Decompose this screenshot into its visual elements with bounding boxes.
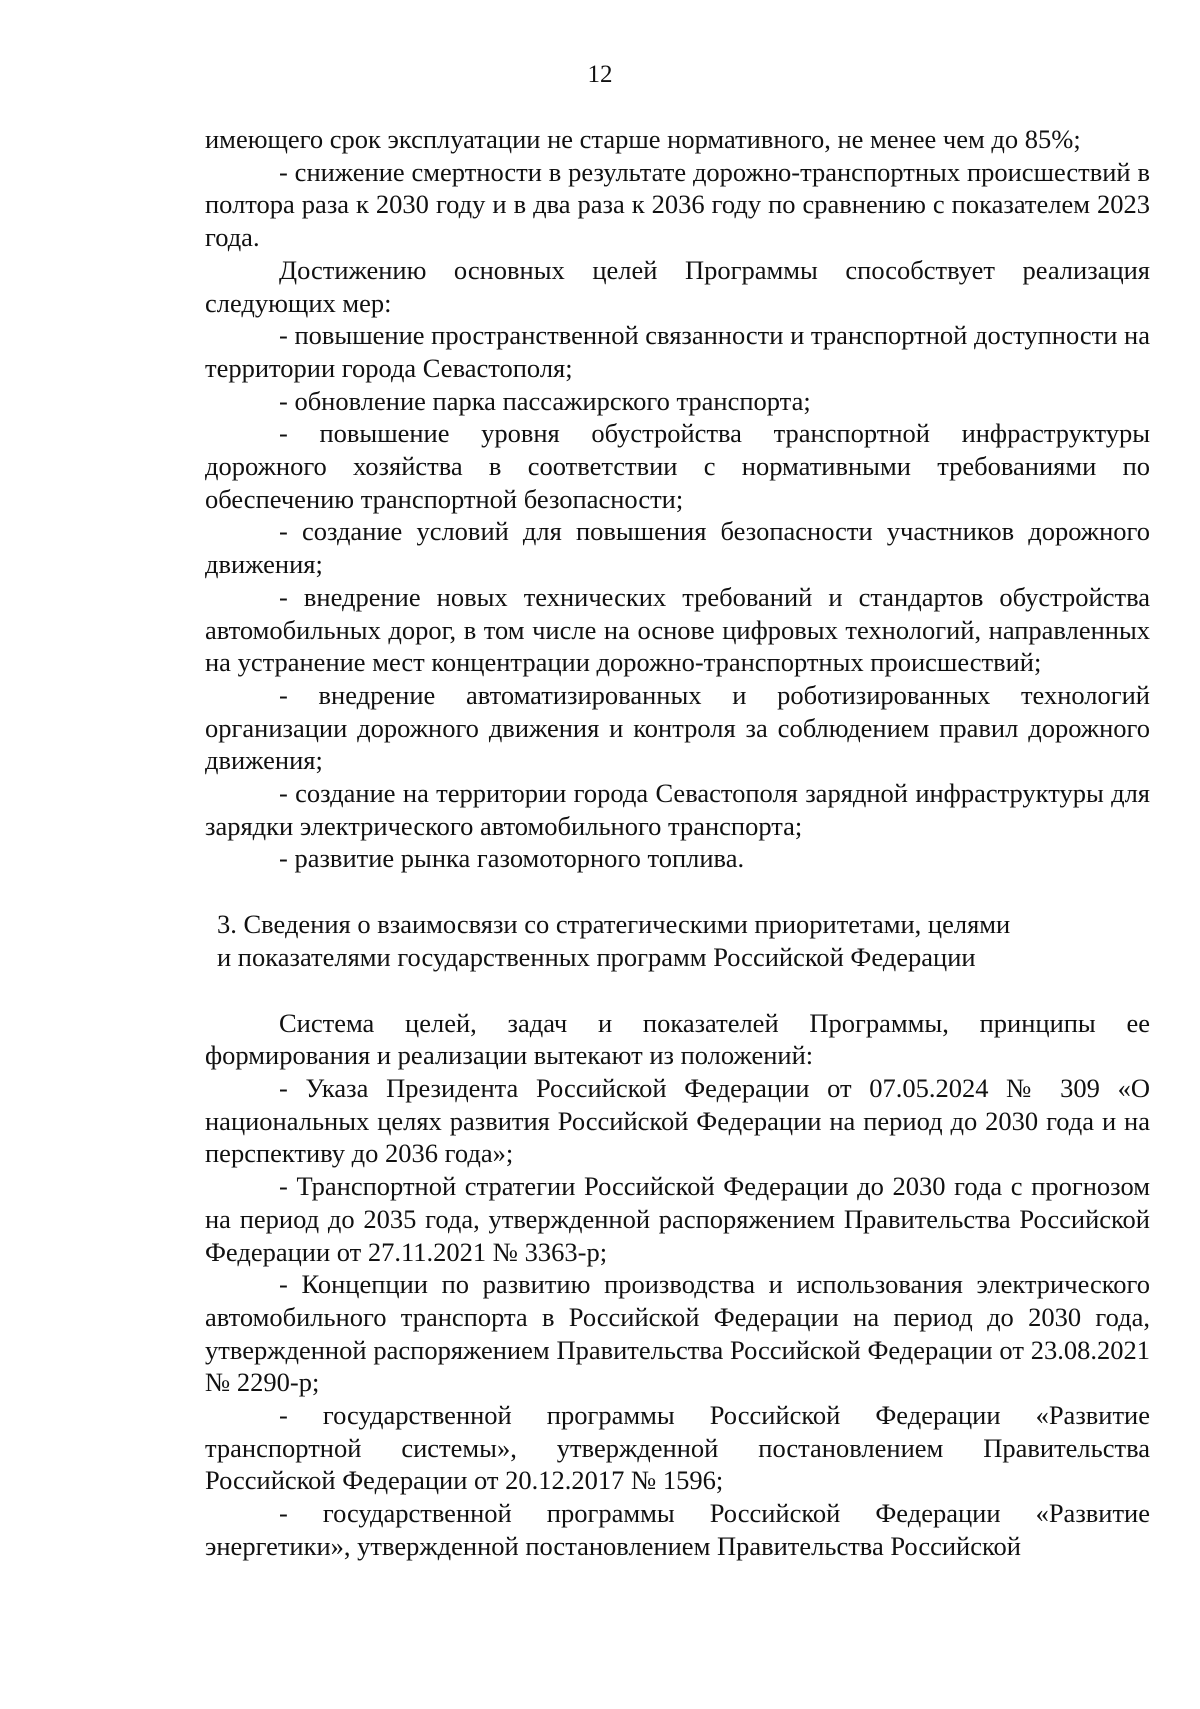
- list-item: - внедрение новых технических требований и стандартов обустройства автомобильных дорог, в том числе на основе цифровых технологий, направленных на устранение мест концентрации дорожно-транспортных происшествий;: [205, 581, 1150, 678]
- list-item: - государственной программы Российской Федерации «Развитие транспортной системы», утвержденной постановлением Правительства Российской Федерации от 20.12.2017 № 1596;: [205, 1400, 1150, 1496]
- list-item: - государственной программы Российской Федерации «Развитие энергетики», утвержденной постановлением Правительства Российской: [205, 1498, 1150, 1561]
- paragraph: Система целей, задач и показателей Программы, принципы ее формирования и реализации вытекают из положений:: [205, 1007, 1150, 1071]
- list-item: - развитие рынка газомоторного топлива.: [279, 843, 745, 874]
- spacer: [205, 974, 1150, 1007]
- paragraph: Достижению основных целей Программы способствует реализация следующих мер:: [205, 254, 1150, 318]
- section-heading-line: 3. Сведения о взаимосвязи со стратегическими приоритетами, целями: [217, 909, 1011, 940]
- list-item: - Концепции по развитию производства и использования электрического автомобильного транспорта в Российской Федерации на период до 2030 года, утвержденной распоряжением Правительства Российской Федерации от 23.08.2021 № 2290-р;: [205, 1269, 1150, 1398]
- list-item: - внедрение автоматизированных и роботизированных технологий организации дорожного движения и контроля за соблюдением правил дорожного движения;: [205, 679, 1150, 776]
- section-heading: [205, 908, 1150, 973]
- list-item: - повышение уровня обустройства транспортной инфраструктуры дорожного хозяйства в соответствии с нормативными требованиями по обеспечению транспортной безопасности;: [205, 418, 1150, 514]
- list-item: - повышение пространственной связанности и транспортной доступности на территории города Севастополя;: [205, 320, 1150, 383]
- list-item: - снижение смертности в результате дорожно-транспортных происшествий в полтора раза к 2030 году и в два раза к 2036 году по сравнению с показателем 2023 года.: [205, 156, 1150, 253]
- section-heading-line: и показателями государственных программ Российской Федерации: [217, 941, 976, 972]
- list-item: - обновление парка пассажирского транспорта;: [279, 385, 811, 416]
- spacer: [205, 875, 1150, 908]
- list-item: - создание на территории города Севастополя зарядной инфраструктуры для зарядки электрического автомобильного транспорта;: [205, 778, 1150, 841]
- list-item: - Указа Президента Российской Федерации от 07.05.2024 № 309 «О национальных целях развития Российской Федерации на период до 2030 года и на перспективу до 2036 года»;: [205, 1072, 1150, 1169]
- page-number: 12: [587, 61, 613, 88]
- list-item: - создание условий для повышения безопасности участников дорожного движения;: [205, 516, 1150, 580]
- paragraph: имеющего срок эксплуатации не старше нормативного, не менее чем до 85%;: [205, 124, 1081, 154]
- list-item: - Транспортной стратегии Российской Федерации до 2030 года с прогнозом на период до 2035 года, утвержденной распоряжением Правительства Российской Федерации от 27.11.2021 № 3363-р;: [205, 1171, 1150, 1267]
- document-body: [205, 123, 1150, 1563]
